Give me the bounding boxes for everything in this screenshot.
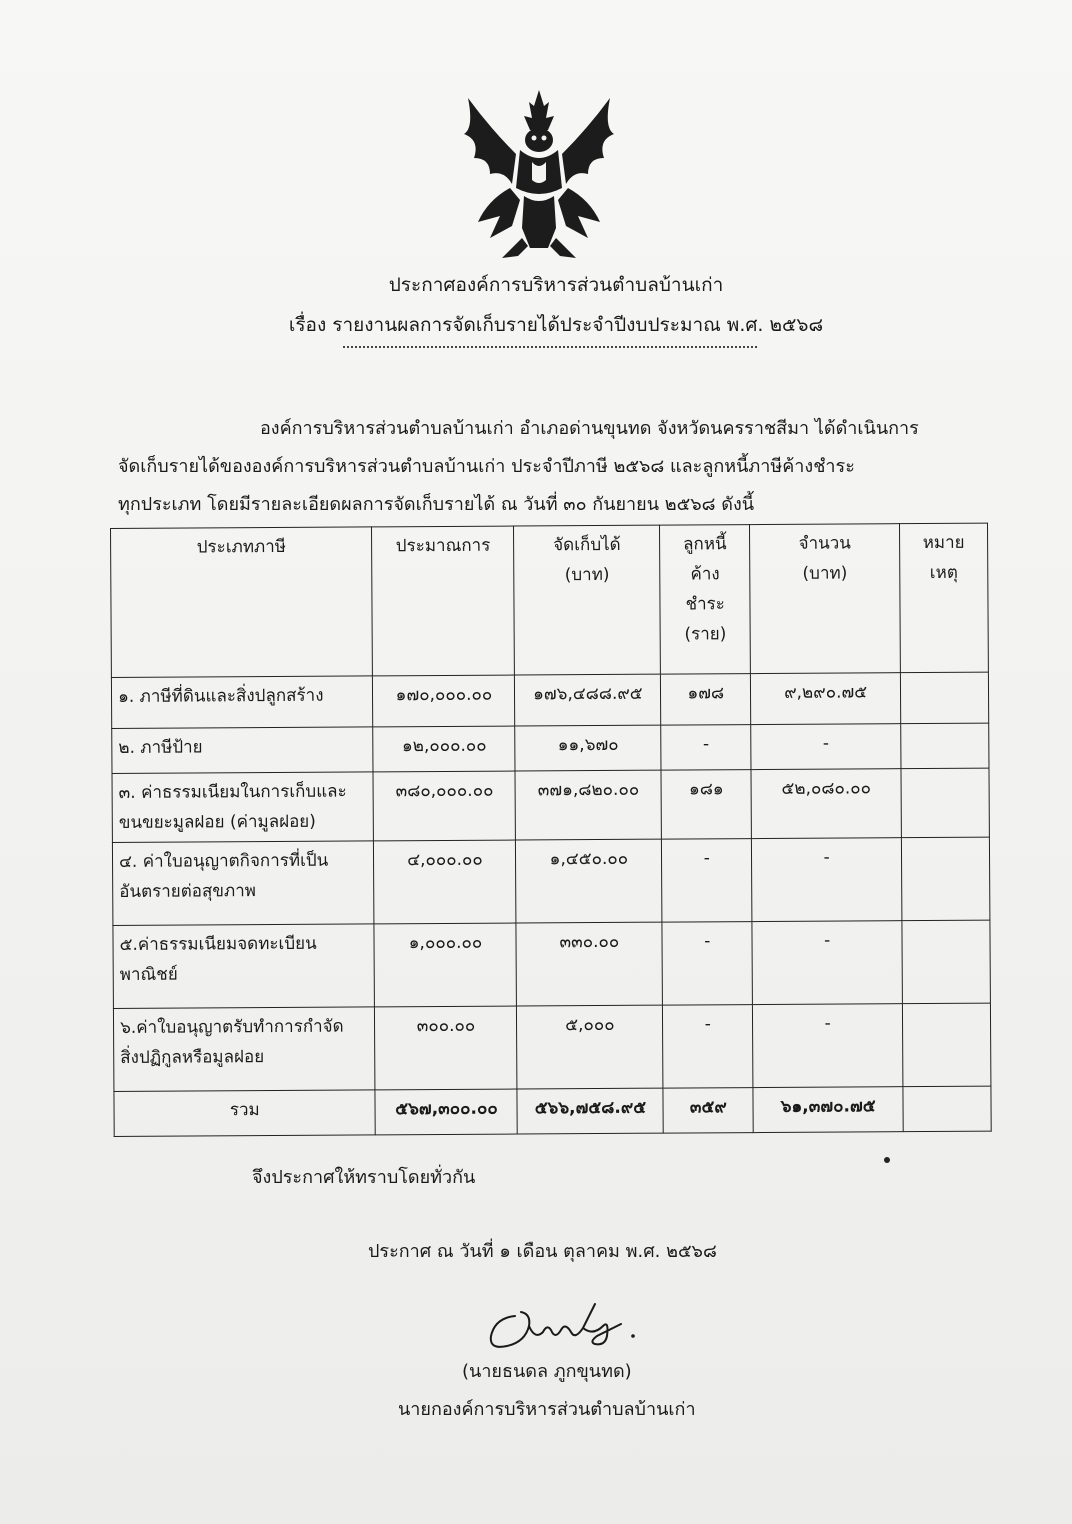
cell-amount: ๙,๒๙๐.๗๕ bbox=[751, 673, 901, 725]
cell-collected: ๑๑,๖๗๐ bbox=[515, 725, 661, 771]
cell-remark bbox=[902, 1003, 990, 1087]
cell-estimate: ๑,๐๐๐.๐๐ bbox=[374, 923, 516, 1007]
table-row bbox=[113, 1003, 990, 1091]
cell-collected: ๑,๔๕๐.๐๐ bbox=[516, 839, 662, 923]
header-estimate: ประมาณการ bbox=[372, 526, 515, 676]
cell-collected: ๕,๐๐๐ bbox=[517, 1005, 663, 1089]
signer-position: นายกองค์การบริหารส่วนตำบลบ้านเก่า bbox=[398, 1399, 696, 1420]
cell-debtors: - bbox=[663, 1005, 753, 1089]
cell-collected: ๓๓๐.๐๐ bbox=[516, 922, 662, 1006]
cell-remark bbox=[901, 768, 989, 838]
announcement-subject: เรื่อง รายงานผลการจัดเก็บรายได้ประจำปีงบประมาณ พ.ศ. ๒๕๖๘ bbox=[288, 314, 824, 336]
cell-tax-type: ๒. ภาษีป้าย bbox=[112, 727, 374, 774]
table-header-row bbox=[111, 523, 989, 677]
table-total-row bbox=[114, 1086, 991, 1136]
cell-debtors: ๑๗๘ bbox=[661, 674, 751, 726]
cell-remark bbox=[901, 837, 989, 921]
ink-dot bbox=[884, 1157, 890, 1163]
cell-collected: ๑๗๖,๔๘๘.๙๕ bbox=[515, 674, 661, 726]
cell-estimate: ๑๒,๐๐๐.๐๐ bbox=[373, 726, 515, 772]
table-row bbox=[112, 723, 989, 773]
cell-amount: - bbox=[752, 921, 902, 1005]
announcement-date: ประกาศ ณ วันที่ ๑ เดือน ตุลาคม พ.ศ. ๒๕๖๘ bbox=[368, 1241, 717, 1262]
cell-total-estimate: ๕๖๗,๓๐๐.๐๐ bbox=[375, 1089, 517, 1135]
cell-debtors: - bbox=[661, 725, 751, 771]
handwritten-signature bbox=[485, 1296, 645, 1356]
cell-amount: - bbox=[753, 1004, 903, 1088]
cell-debtors: ๑๘๑ bbox=[661, 770, 751, 840]
table-row bbox=[111, 672, 988, 728]
cell-amount: - bbox=[752, 838, 902, 922]
cell-remark bbox=[900, 672, 988, 724]
cell-amount: - bbox=[751, 724, 901, 770]
cell-total-remark bbox=[903, 1086, 991, 1132]
cell-total-debtors: ๓๕๙ bbox=[663, 1088, 753, 1134]
signer-name: (นายธนดล ภูกขุนทด) bbox=[462, 1361, 632, 1382]
intro-line-2: จัดเก็บรายได้ขององค์การบริหารส่วนตำบลบ้านเก่า ประจำปีภาษี ๒๕๖๘ และลูกหนี้ภาษีค้างชำระ bbox=[118, 456, 855, 477]
announcement-title: ประกาศองค์การบริหารส่วนตำบลบ้านเก่า bbox=[388, 274, 724, 296]
intro-line-3: ทุกประเภท โดยมีรายละเอียดผลการจัดเก็บรายได้ ณ วันที่ ๓๐ กันยายน ๒๕๖๘ ดังนี้ bbox=[118, 494, 755, 515]
intro-line-1: องค์การบริหารส่วนตำบลบ้านเก่า อำเภอด่านขุนทด จังหวัดนครราชสีมา ได้ดำเนินการ bbox=[260, 418, 919, 439]
cell-estimate: ๓๘๐,๐๐๐.๐๐ bbox=[373, 771, 515, 841]
garuda-emblem-icon bbox=[460, 88, 618, 260]
cell-estimate: ๑๗๐,๐๐๐.๐๐ bbox=[373, 675, 515, 727]
cell-tax-type: ๕.ค่าธรรมเนียมจดทะเบียน พาณิชย์ bbox=[113, 924, 375, 1009]
table-row bbox=[113, 920, 990, 1008]
cell-remark bbox=[901, 723, 989, 769]
dotted-divider bbox=[343, 346, 757, 348]
cell-estimate: ๓๐๐.๐๐ bbox=[375, 1006, 517, 1090]
header-tax-type: ประเภทภาษี bbox=[111, 527, 373, 678]
header-amount: จำนวน (บาท) bbox=[750, 524, 901, 674]
cell-remark bbox=[902, 920, 990, 1004]
cell-total-collected: ๕๖๖,๗๕๘.๙๕ bbox=[517, 1088, 663, 1134]
table-row bbox=[112, 837, 989, 925]
closing-statement: จึงประกาศให้ทราบโดยทั่วกัน bbox=[252, 1167, 476, 1188]
cell-total-amount: ๖๑,๓๗๐.๗๕ bbox=[753, 1087, 903, 1133]
cell-amount: ๕๒,๐๘๐.๐๐ bbox=[751, 769, 901, 839]
cell-tax-type: ๔. ค่าใบอนุญาตกิจการที่เป็น อันตรายต่อสุขภาพ bbox=[112, 841, 374, 926]
header-collected: จัดเก็บได้ (บาท) bbox=[514, 525, 661, 675]
cell-estimate: ๔,๐๐๐.๐๐ bbox=[374, 840, 516, 924]
cell-tax-type: ๓. ค่าธรรมเนียมในการเก็บและ ขนขยะมูลฝอย (ค่ามูลฝอย) bbox=[112, 772, 374, 843]
cell-collected: ๓๗๑,๘๒๐.๐๐ bbox=[515, 770, 661, 840]
revenue-table bbox=[110, 523, 992, 1137]
header-remark: หมาย เหตุ bbox=[900, 523, 989, 673]
cell-debtors: - bbox=[662, 839, 752, 923]
intro-paragraph bbox=[118, 410, 978, 524]
cell-tax-type: ๑. ภาษีที่ดินและสิ่งปลูกสร้าง bbox=[111, 676, 373, 729]
cell-total-label: รวม bbox=[114, 1090, 376, 1137]
header-debtors: ลูกหนี้ ค้าง ชำระ (ราย) bbox=[660, 525, 751, 675]
cell-debtors: - bbox=[662, 922, 752, 1006]
cell-tax-type: ๖.ค่าใบอนุญาตรับทำการกำจัด สิ่งปฏิกูลหรือมูลฝอย bbox=[113, 1007, 375, 1092]
table-row bbox=[112, 768, 989, 842]
